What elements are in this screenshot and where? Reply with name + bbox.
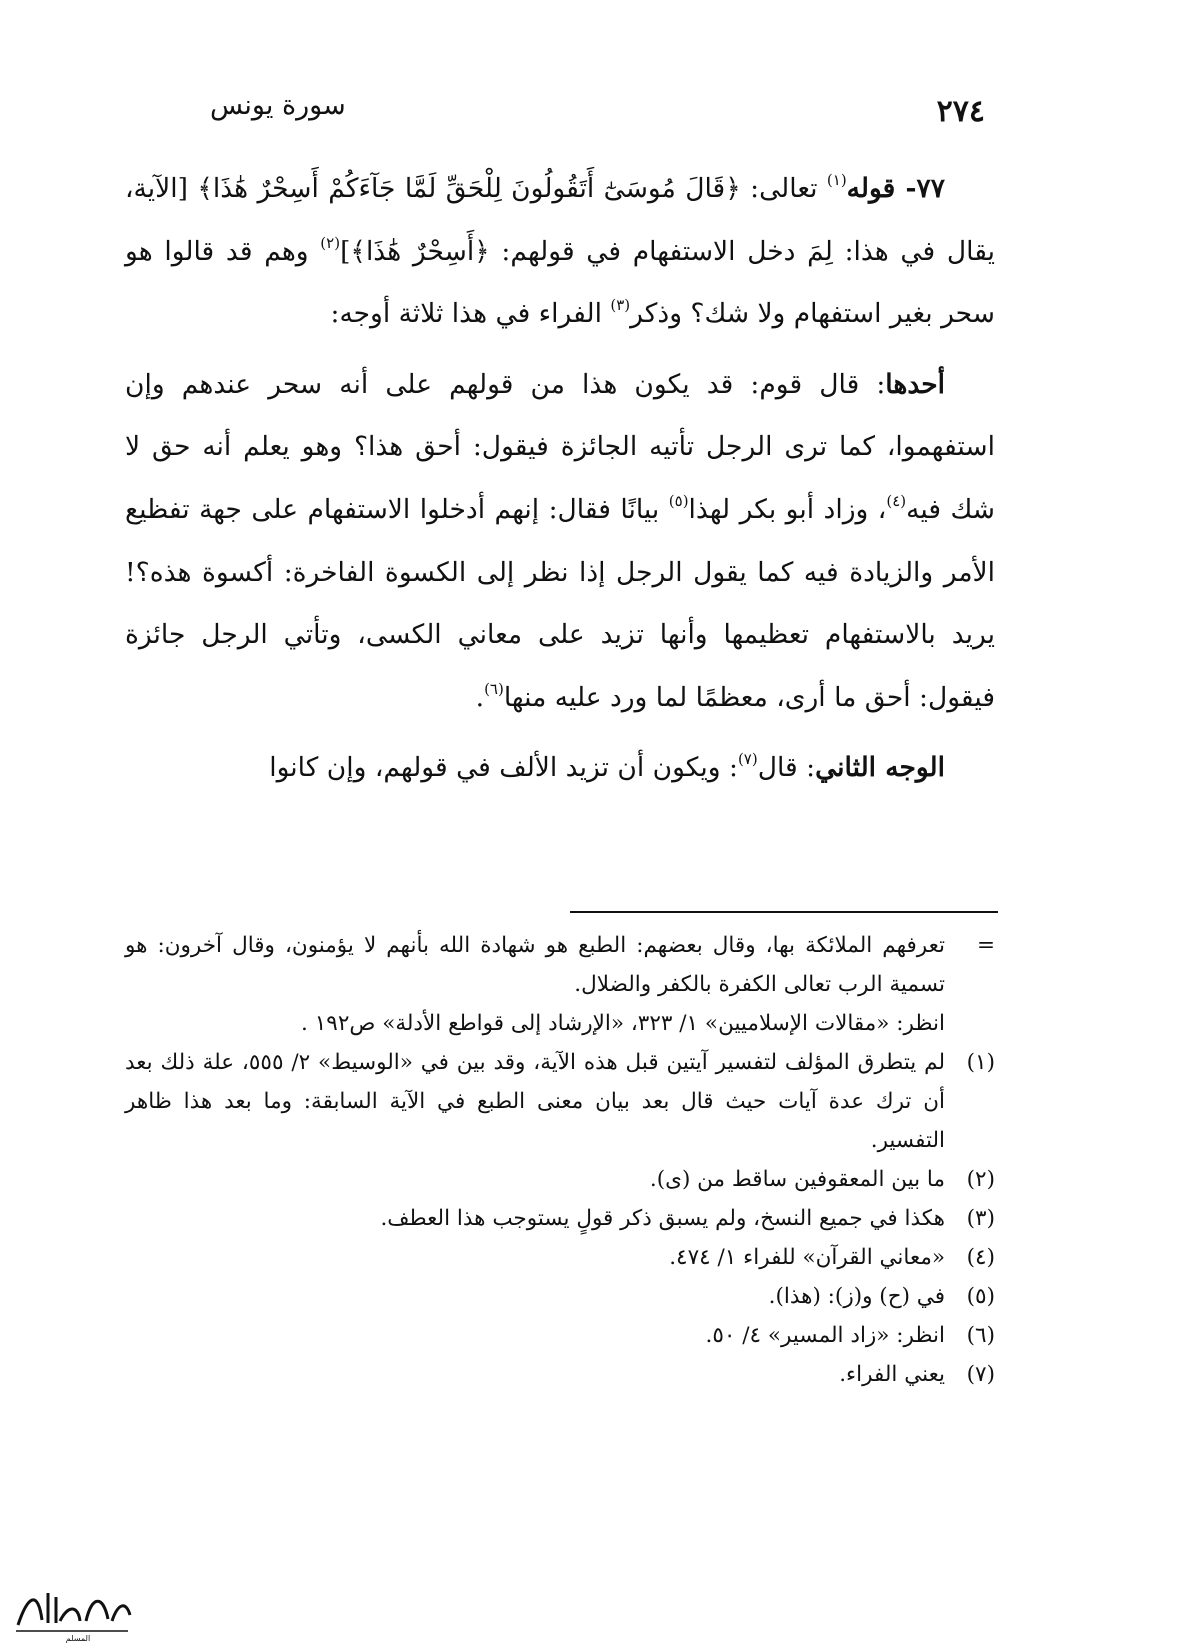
footnote-separator bbox=[570, 911, 998, 913]
footnote-number: (٧) bbox=[966, 1362, 995, 1387]
footnote-text: في (ح) و(ز): (هذا). bbox=[768, 1284, 945, 1309]
footnote-number: (٥) bbox=[966, 1284, 995, 1309]
footnote-item bbox=[125, 1160, 995, 1199]
paragraph-verse-77 bbox=[125, 158, 995, 346]
footnote-text: ما بين المعقوفين ساقط من (ى). bbox=[649, 1167, 945, 1192]
footnote-ref-1: (١) bbox=[826, 171, 847, 189]
footnote-text: انظر: «زاد المسير» ٤/ ٥٠. bbox=[705, 1323, 945, 1348]
running-head bbox=[210, 88, 985, 138]
footnote-number: (٣) bbox=[966, 1206, 995, 1231]
footnote-item bbox=[125, 1199, 995, 1238]
footnote-number: (١) bbox=[966, 1050, 995, 1075]
footnote-text: «معاني القرآن» للفراء ١/ ٤٧٤. bbox=[669, 1245, 945, 1270]
footnote-item bbox=[125, 1238, 995, 1277]
paragraph-text: : ويكون أن تزيد الألف في قولهم، وإن كانوا bbox=[269, 752, 738, 784]
footnote-item bbox=[125, 1043, 995, 1160]
paragraph-text: . bbox=[475, 681, 485, 713]
footnote-text: لم يتطرق المؤلف لتفسير آيتين قبل هذه الآية، وقد بين في «الوسيط» ٢/ ٥٥٥، علة ذلك بعد أن ترك عدة آيات حيث قال بعد بيان معنى الطبع في الآية السابقة: وما بعد هذا ظاهر التفسير. bbox=[125, 1050, 945, 1153]
seal-caption: المسلم bbox=[65, 1634, 91, 1643]
footnote-number: (٤) bbox=[966, 1245, 995, 1270]
paragraph-text: ، وزاد أبو بكر لهذا bbox=[688, 493, 887, 525]
bracketed-insert: [الآية، يقال في هذا: لِمَ دخل الاستفهام في قولهم: ﴿أَسِحْرٌ هَٰذَا﴾] bbox=[125, 173, 995, 267]
footnote-ref-4: (٤) bbox=[886, 491, 907, 510]
footnote-item bbox=[125, 1277, 995, 1316]
paragraph-first-aspect bbox=[125, 354, 995, 730]
footnote-text: انظر: «مقالات الإسلاميين» ١/ ٣٢٣، «الإرشاد إلى قواطع الأدلة» ص١٩٢ . bbox=[301, 1011, 945, 1036]
footnote-text: يعني الفراء. bbox=[839, 1362, 945, 1387]
footnote-text: هكذا في جميع النسخ، ولم يسبق ذكر قولٍ يستوجب هذا العطف. bbox=[380, 1206, 945, 1231]
surah-title: سورة يونس bbox=[210, 90, 346, 121]
footnote-ref-6: (٦) bbox=[484, 679, 504, 698]
aspect-heading-1: أحدها bbox=[885, 368, 945, 400]
footnote-item bbox=[125, 1316, 995, 1355]
continuation-mark: = bbox=[976, 933, 995, 958]
footnote-continuation bbox=[125, 926, 995, 1043]
footnote-ref-3: (٣) bbox=[610, 296, 631, 315]
paragraph-text: : قال قوم: قد يكون هذا من قولهم على أنه سحر عندهم وإن استفهموا، كما ترى الرجل تأتيه الجائزة فيقول: أحق هذا؟ وهو يعلم أنه حق لا شك فيه bbox=[125, 368, 995, 525]
footnote-ref-5: (٥) bbox=[668, 491, 689, 510]
footnote-text: تعرفهم الملائكة بها، وقال بعضهم: الطبع هو شهادة الله بأنهم لا يؤمنون، وقال آخرون: هو تسمية الرب تعالى الكفرة بالكفر والضلال. bbox=[125, 933, 945, 997]
paragraph-text: الفراء في هذا ثلاثة أوجه: bbox=[330, 298, 611, 330]
verse-number: ٧٧- قوله bbox=[846, 173, 945, 204]
paragraph-second-aspect bbox=[125, 737, 995, 800]
footnote-item bbox=[125, 1355, 995, 1394]
paragraph-text: بيانًا فقال: إنهم أدخلوا الاستفهام على جهة تفظيع الأمر والزيادة فيه كما يقول الرجل إذا نظر إلى الكسوة الفاخرة: أكسوة هذه؟! يريد بالاستفهام تعظيمها وأنها تزيد على معاني الكسى، وتأتي الرجل جائزة فيقول: أحق ما أرى، معظمًا لما ورد عليه منها bbox=[125, 493, 995, 713]
verse-quote: تعالى: ﴿قَالَ مُوسَىٰٓ أَتَقُولُونَ لِلْحَقِّ لَمَّا جَآءَكُمْ أَسِحْرٌ هَٰذَا﴾ bbox=[197, 173, 827, 204]
page-number: ٢٧٤ bbox=[936, 94, 985, 129]
calligraphy-seal-logo bbox=[8, 1575, 138, 1645]
footnote-number: (٢) bbox=[966, 1167, 995, 1192]
aspect-heading-2: الوجه الثاني bbox=[815, 752, 945, 784]
main-text bbox=[125, 158, 995, 800]
footnote-ref-2: (٢) bbox=[320, 233, 341, 252]
paragraph-text: وهم قد قالوا هو سحر بغير استفهام ولا شك؟ وذكر bbox=[125, 235, 995, 330]
footnote-ref-7: (٧) bbox=[737, 750, 758, 769]
paragraph-text: : قال bbox=[757, 752, 816, 784]
footnotes bbox=[125, 926, 995, 1394]
footnote-number: (٦) bbox=[966, 1323, 995, 1348]
